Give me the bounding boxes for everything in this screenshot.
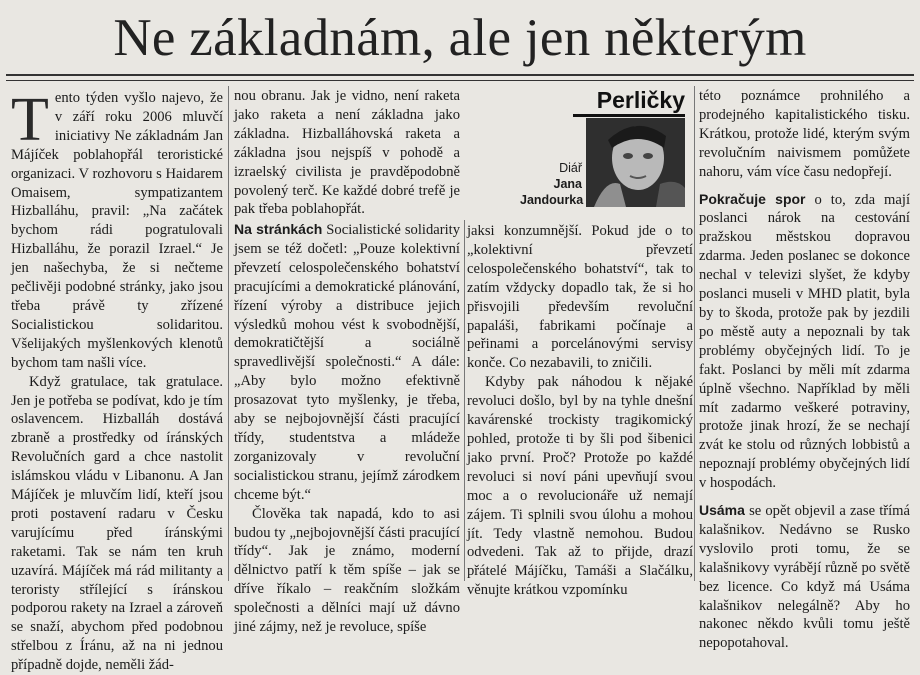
- article-paragraph: Usáma se opět objevil a zase třímá kalašnikov. Nedávno se Rusko vyslovilo proti tomu, že se kalašnikovy vyrábějí různě po světě bez licence. Co když má Usáma kalašnikov nelegálně? Aby ho nakonec někdo kvůli tomu ještě nepopotahoval.: [699, 502, 910, 652]
- author-portrait-image: [586, 118, 685, 207]
- author-last-name: Jandourka: [520, 193, 584, 207]
- article-column-3: [467, 222, 693, 600]
- section-lead: Pokračuje spor: [699, 190, 806, 207]
- column-divider: [228, 86, 229, 581]
- top-rule: [6, 74, 914, 76]
- article-paragraph: Kdyby pak náhodou k nějaké revoluci došlo, byl by na tyhle dnešní kavárenské trockisty tragikomický pohled, protože ti by šli pod šibenici jako první. Proč? Protože po každé revoluci si noví páni upevňují svou moc a o revolucionáře už nemají zájem. Ti splnili svou úlohu a mohou jít. Tedy vlastně nemohou. Budou odvedeni. Tak až to přijde, drazí přátelé Májíčku, Tamáši a Slačálku, věnujte krátkou vzpomínku: [467, 374, 693, 599]
- drop-cap: T: [11, 86, 49, 154]
- column-divider: [694, 86, 695, 581]
- author-photo: [586, 118, 685, 207]
- article-paragraph: Pokračuje spor o to, zda mají poslanci nárok na cestování pražskou městskou dopravou zdarma. Jeden poslanec se dokonce nechal v televizi slyšet, že kdyby poslanci museli v MHD platit, byla by to škoda, protože pak by jezdili po městě auty a nepoznali by tak problémy obyčejných lidí. To je fakt. Poslanci by měli mít zdarma úplně všechno. Například by měli mít zadarmo veškeré potraviny, protože jinak hrozí, že se nechají zvát ke stolu od různých lobbistů a nepoznají problémy obyčejných lidí v hospodách.: [699, 190, 910, 492]
- headline: Ne základnám, ale jen některým: [113, 9, 807, 67]
- box-title: Perličky: [596, 87, 685, 113]
- article-paragraph: Člověka tak napadá, kdo to asi budou ty „nejbojovnější části pracující třídy“. Jak je známo, moderní dělnictvo patří k těm spíše – jak se dříve říkalo – reakčním složkám společnosti a dělníci mají už dávno jiné zájmy, než je revoluce, spíše: [234, 505, 460, 636]
- article-column-1: [11, 86, 223, 675]
- section-lead: Na stránkách: [234, 221, 323, 237]
- box-byline: [520, 160, 582, 208]
- box-label: Diář: [559, 161, 582, 175]
- article-paragraph: Na stránkách Socialistické solidarity jsem se též dočetl: „Pouze kolektivní převzetí celospolečenského bohatství pracujícími a demokratické plánování, řízení výroby a distribuce jejich výsledků mohou vést k svobodnější, demokratičtější a sociálně spravedlivější společnosti.“ A dále: „Aby bylo možno efektivně prosazovat tyto myšlenky, je třeba, aby se nejbojovnější části pracující třídy, studentstva a mládeže zorganizovaly v revoluční socialistickou stranu, jejímž zárodkem chceme být.“: [234, 221, 460, 503]
- article-paragraph: Když gratulace, tak gratulace. Jen je potřeba se podívat, kdo je tím oslavencem. Hizballáh dostává zbraně a prostředky od íránských Revolučních gard a chce nastolit islámskou vládu v Libanonu. A Jan Májíček je mluvčím lidí, kteří jsou proti postavení radaru v Česku varujícímu před íránskými raketami. Tak se nám ten kruh uzavírá. Májíček má rád militanty a teroristy střílející s íránskou podporou rakety na Izrael a zároveň se snaží, abychom před podobnou střelbou z Íránu, až na ni jednou případně dojde, neměli žád-: [11, 373, 223, 674]
- column-divider: [464, 220, 465, 581]
- box-title-rule: [573, 114, 685, 117]
- article-column-2-top: [234, 87, 460, 218]
- article-paragraph: této poznámce prohnilého a prodejného kapitalistického tisku. Krátkou, protože lidé, kterým svým revolučním naivismem pomůžete nahoru, vám více času nedopřejí.: [699, 88, 910, 180]
- article-paragraph: nou obranu. Jak je vidno, není raketa jako raketa a není základna jako základna. Hizballáhovská raketa a základna jsou nejspíš v pohodě a izraelský civilista je pravděpodobně povolený terč. Ke každé dobré trefě je pak třeba poblahopřát.: [234, 88, 460, 218]
- author-first-name: Jana: [553, 177, 582, 191]
- article-column-2: [234, 220, 460, 637]
- article-paragraph: jaksi konzumnější. Pokud jde o to „kolektivní převzetí celospolečenského bohatství“, tak to zatím vždycky dopadlo tak, že si ho přisvojili především revoluční papaláši, fabrikami počínaje a peřinami a porcelánovými servisy konče. Co nezabavili, to zničili.: [467, 223, 693, 372]
- article-column-4: [699, 87, 910, 653]
- article-paragraph: Tento týden vyšlo najevo, že v září roku 2006 mluvčí iniciativy Ne základnám Jan Májíček poblahopřál teroristické organizaci. V rozhovoru s Haidarem Omaisem, sympatizantem Hizballáhu, pravil: „Na začátek bychom rádi pogratulovali Hizballáhu, že porazil Izrael.“ Je jen našechyba, že si nečteme pečlivěji podobné stránky, jako jsou třeba právě ty zřízené Socialistickou solidaritou. Všelijakých myšlenkových klenotů bychom tam našli více.: [11, 86, 223, 371]
- top-rule-thin: [6, 80, 914, 81]
- section-lead: Usáma: [699, 502, 745, 519]
